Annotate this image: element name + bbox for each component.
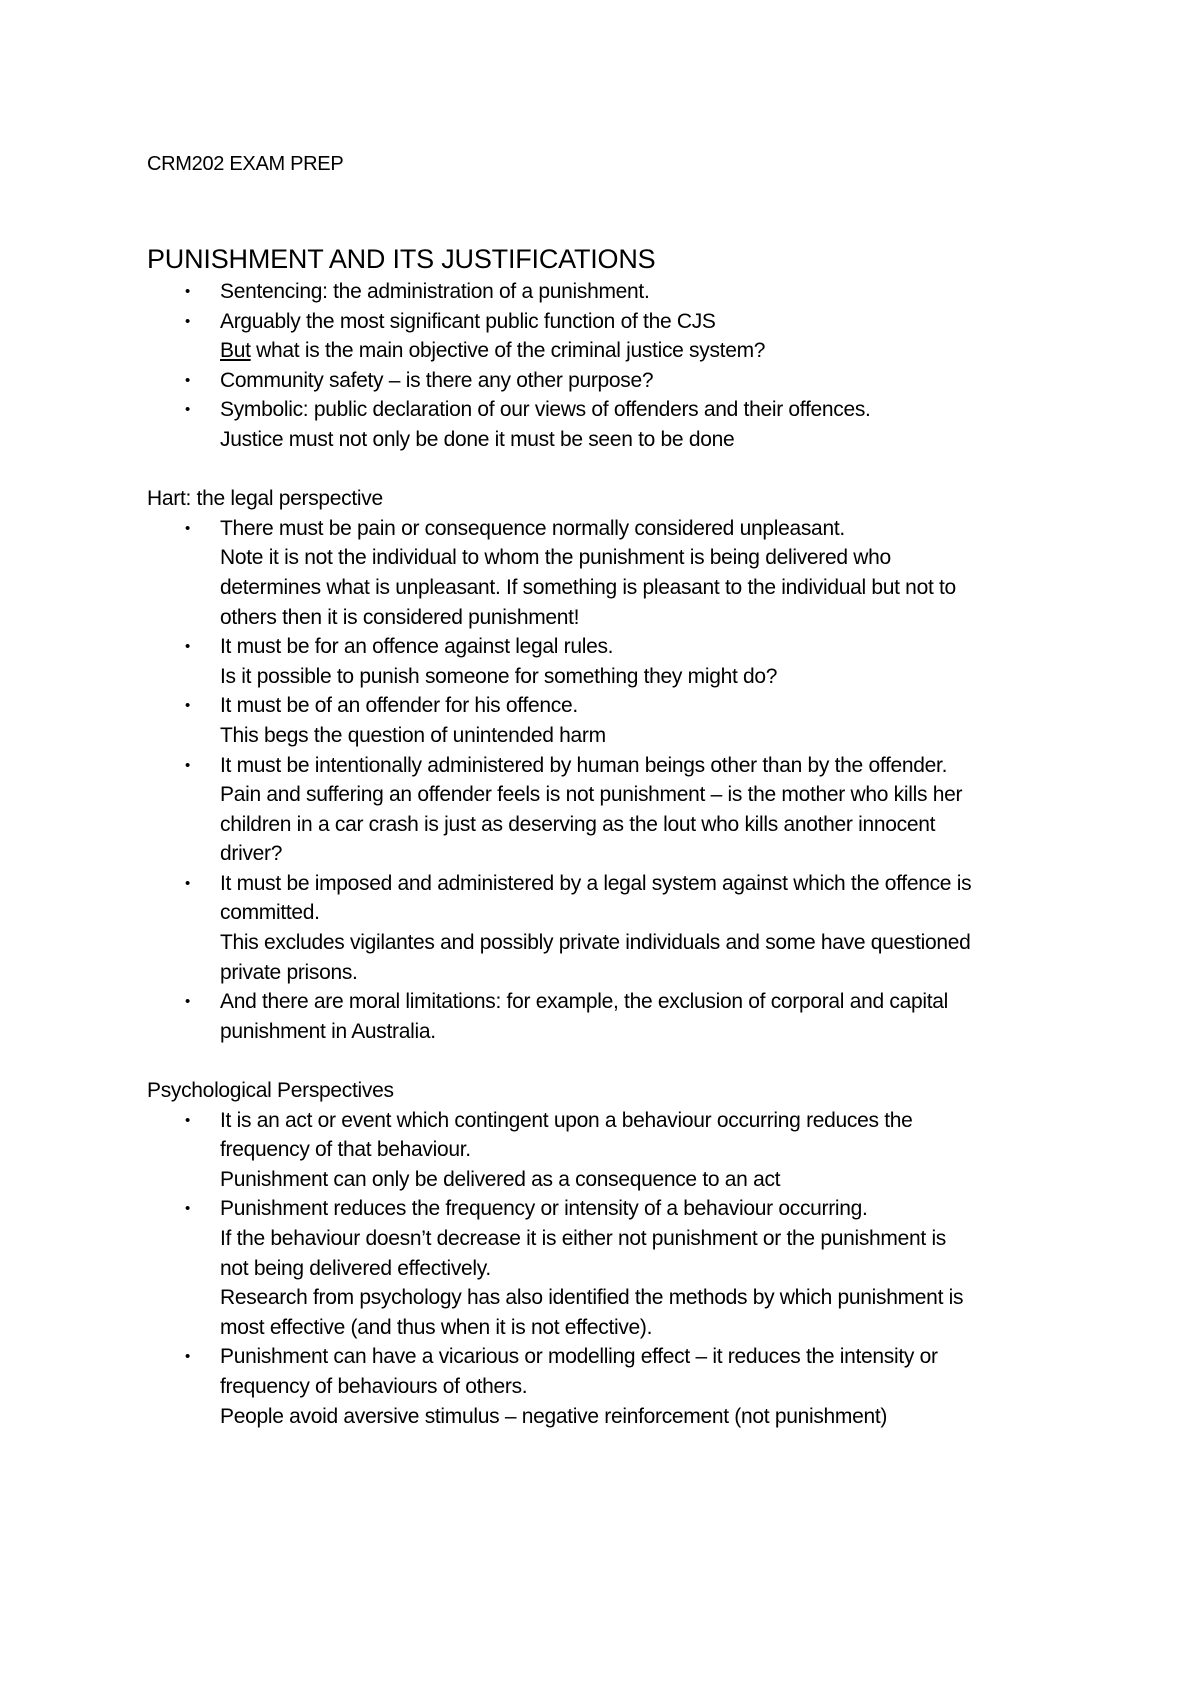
list-item-line: Research from psychology has also identified the methods by which punishment is [220, 1286, 964, 1310]
bullet-icon: • [185, 401, 190, 419]
list-item-line: Punishment can have a vicarious or modelling effect – it reduces the intensity or [220, 1345, 938, 1369]
list-item-line: determines what is unpleasant. If something is pleasant to the individual but not to [220, 575, 956, 599]
list-item-line: People avoid aversive stimulus – negative reinforcement (not punishment) [220, 1404, 888, 1428]
list-item [147, 1106, 1067, 1195]
list-item-line: frequency of behaviours of others. [220, 1374, 528, 1398]
paragraph-gap [147, 455, 1067, 485]
bullet-icon: • [185, 638, 190, 656]
list-item-line: private prisons. [220, 960, 358, 984]
list-item-line: Justice must not only be done it must be seen to be done [220, 427, 735, 451]
list-item-line: not being delivered effectively. [220, 1256, 491, 1280]
list-item-line: Punishment can only be delivered as a consequence to an act [220, 1167, 781, 1191]
paragraph-gap [147, 1046, 1067, 1076]
list-item-line: committed. [220, 901, 320, 925]
list-item-line: Arguably the most significant public function of the CJS [220, 309, 716, 333]
list-item-line: Symbolic: public declaration of our views of offenders and their offences. [220, 398, 871, 422]
bullet-icon: • [185, 1200, 190, 1218]
list-item-line: punishment in Australia. [220, 1019, 436, 1043]
list-item [147, 691, 1067, 750]
list-item [147, 514, 1067, 632]
bullet-icon: • [185, 756, 190, 774]
list-item-line: If the behaviour doesn’t decrease it is either not punishment or the punishment is [220, 1227, 947, 1250]
document-title: CRM202 EXAM PREP [147, 153, 344, 175]
list-item-line: Note it is not the individual to whom the punishment is being delivered who [220, 546, 891, 570]
list-item-line: Is it possible to punish someone for something they might do? [220, 664, 778, 688]
list-item-line: Community safety – is there any other purpose? [220, 368, 654, 392]
list-item-line: And there are moral limitations: for example, the exclusion of corporal and capital [220, 990, 948, 1014]
intro-bullet-list [147, 277, 1067, 455]
list-item [147, 277, 1067, 307]
bullet-icon: • [185, 697, 190, 715]
list-item-line: others then it is considered punishment! [220, 605, 580, 629]
list-item-line: It must be imposed and administered by a legal system against which the offence is [220, 871, 972, 895]
psych-heading: Psychological Perspectives [147, 1079, 394, 1103]
list-item-line: Sentencing: the administration of a punishment. [220, 280, 650, 303]
list-item-line: frequency of that behaviour. [220, 1138, 471, 1162]
note-text: what is the main objective of the criminal justice system? [250, 339, 766, 363]
list-item [147, 1342, 1067, 1431]
list-item-line: This excludes vigilantes and possibly private individuals and some have questioned [220, 931, 971, 955]
bullet-icon: • [185, 874, 190, 892]
list-item [147, 869, 1067, 987]
list-item-line: most effective (and thus when it is not effective). [220, 1315, 653, 1339]
bullet-icon: • [185, 1348, 190, 1366]
bullet-icon: • [185, 1111, 190, 1129]
list-item-note [220, 336, 1067, 366]
list-item [147, 632, 1067, 691]
list-item-line: children in a car crash is just as deserving as the lout who kills another innocent [220, 812, 936, 836]
hart-heading: Hart: the legal perspective [147, 487, 383, 511]
list-item [147, 751, 1067, 869]
list-item-line: driver? [220, 842, 283, 866]
bullet-icon: • [185, 312, 190, 330]
list-item [147, 366, 1067, 396]
list-item [147, 987, 1067, 1046]
bullet-icon: • [185, 371, 190, 389]
list-item [147, 307, 1067, 366]
list-item-line: Punishment reduces the frequency or intensity of a behaviour occurring. [220, 1197, 868, 1221]
list-item-line: This begs the question of unintended harm [220, 723, 606, 747]
list-item [147, 1194, 1067, 1342]
list-item-line: There must be pain or consequence normally considered unpleasant. [220, 516, 845, 540]
bullet-icon: • [185, 283, 190, 300]
list-item-line: It must be of an offender for his offence. [220, 694, 578, 718]
bullet-icon: • [185, 519, 190, 537]
psych-bullet-list [147, 1106, 1067, 1432]
list-item-line: It must be for an offence against legal rules. [220, 635, 614, 659]
list-item-line: It is an act or event which contingent upon a behaviour occurring reduces the [220, 1108, 913, 1132]
bullet-icon: • [185, 993, 190, 1011]
list-item-line: It must be intentionally administered by human beings other than by the offender. [220, 753, 948, 777]
hart-bullet-list [147, 514, 1067, 1047]
list-item [147, 395, 1067, 454]
section-heading: PUNISHMENT AND ITS JUSTIFICATIONS [147, 244, 656, 274]
underlined-word: But [220, 339, 251, 363]
list-item-line: Pain and suffering an offender feels is not punishment – is the mother who kills her [220, 783, 963, 807]
document-body [147, 150, 1067, 1431]
